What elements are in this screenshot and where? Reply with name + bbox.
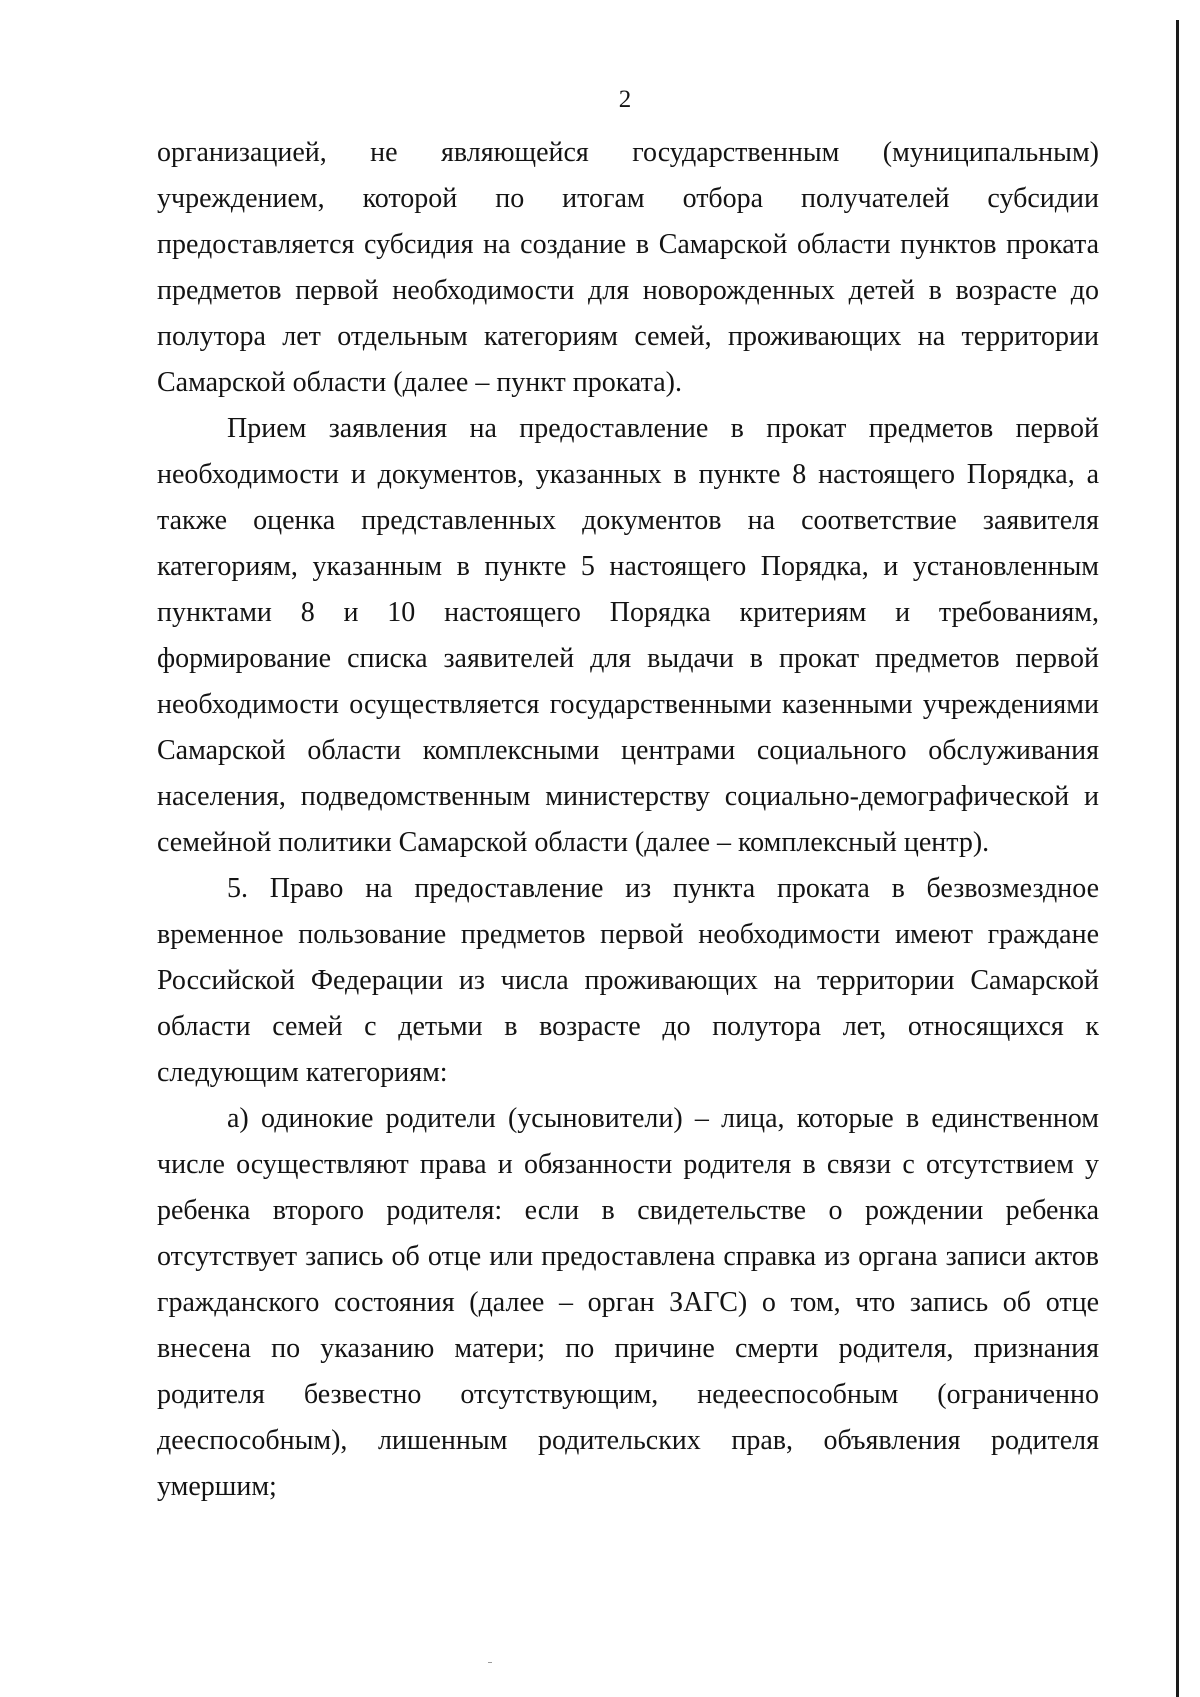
page-edge-line [1176, 20, 1179, 1697]
paragraph-item-5-eligibility: 5. Право на предоставление из пункта проката в безвозмездное временное пользование предметов первой необходимости имеют граждане Российской Федерации из числа проживающих на территории Самарской области семей с детьми в возрасте до полутора лет, относящихся к следующим категориям: [157, 873, 1099, 1088]
page-number: 2 [618, 86, 632, 113]
paragraph-application-intake: Прием заявления на предоставление в прокат предметов первой необходимости и документов, указанных в пункте 8 настоящего Порядка, а также оценка представленных документов на соответствие заявителя категориям, указанным в пункте 5 настоящего Порядка, и установленным пунктами 8 и 10 настоящего Порядка критериям и требованиям, формирование списка заявителей для выдачи в прокат предметов первой необходимости осуществляется государственными казенными учреждениями Самарской области комплексными центрами социального обслуживания населения, подведомственным министерству социально-демографической и семейной политики Самарской области (далее – комплексный центр). [157, 413, 1099, 858]
paragraph-continuation: организацией, не являющейся государственным (муниципальным) учреждением, которой по итогам отбора получателей субсидии предоставляется субсидия на создание в Самарской области пунктов проката предметов первой необходимости для новорожденных детей в возрасте до полутора лет отдельным категориям семей, проживающих на территории Самарской области (далее – пункт проката). [157, 137, 1099, 398]
document-body [157, 130, 1099, 1510]
paragraph-subitem-a-single-parents: а) одинокие родители (усыновители) – лица, которые в единственном числе осуществляют права и обязанности родителя в связи с отсутствием у ребенка второго родителя: если в свидетельстве о рождении ребенка отсутствует запись об отце или предоставлена справка из органа записи актов гражданского состояния (далее – орган ЗАГС) о том, что запись об отце внесена по указанию матери; по причине смерти родителя, признания родителя безвестно отсутствующим, недееспособным (ограниченно дееспособным), лишенным родительских прав, объявления родителя умершим; [157, 1103, 1099, 1502]
scan-artifact [488, 1662, 492, 1663]
